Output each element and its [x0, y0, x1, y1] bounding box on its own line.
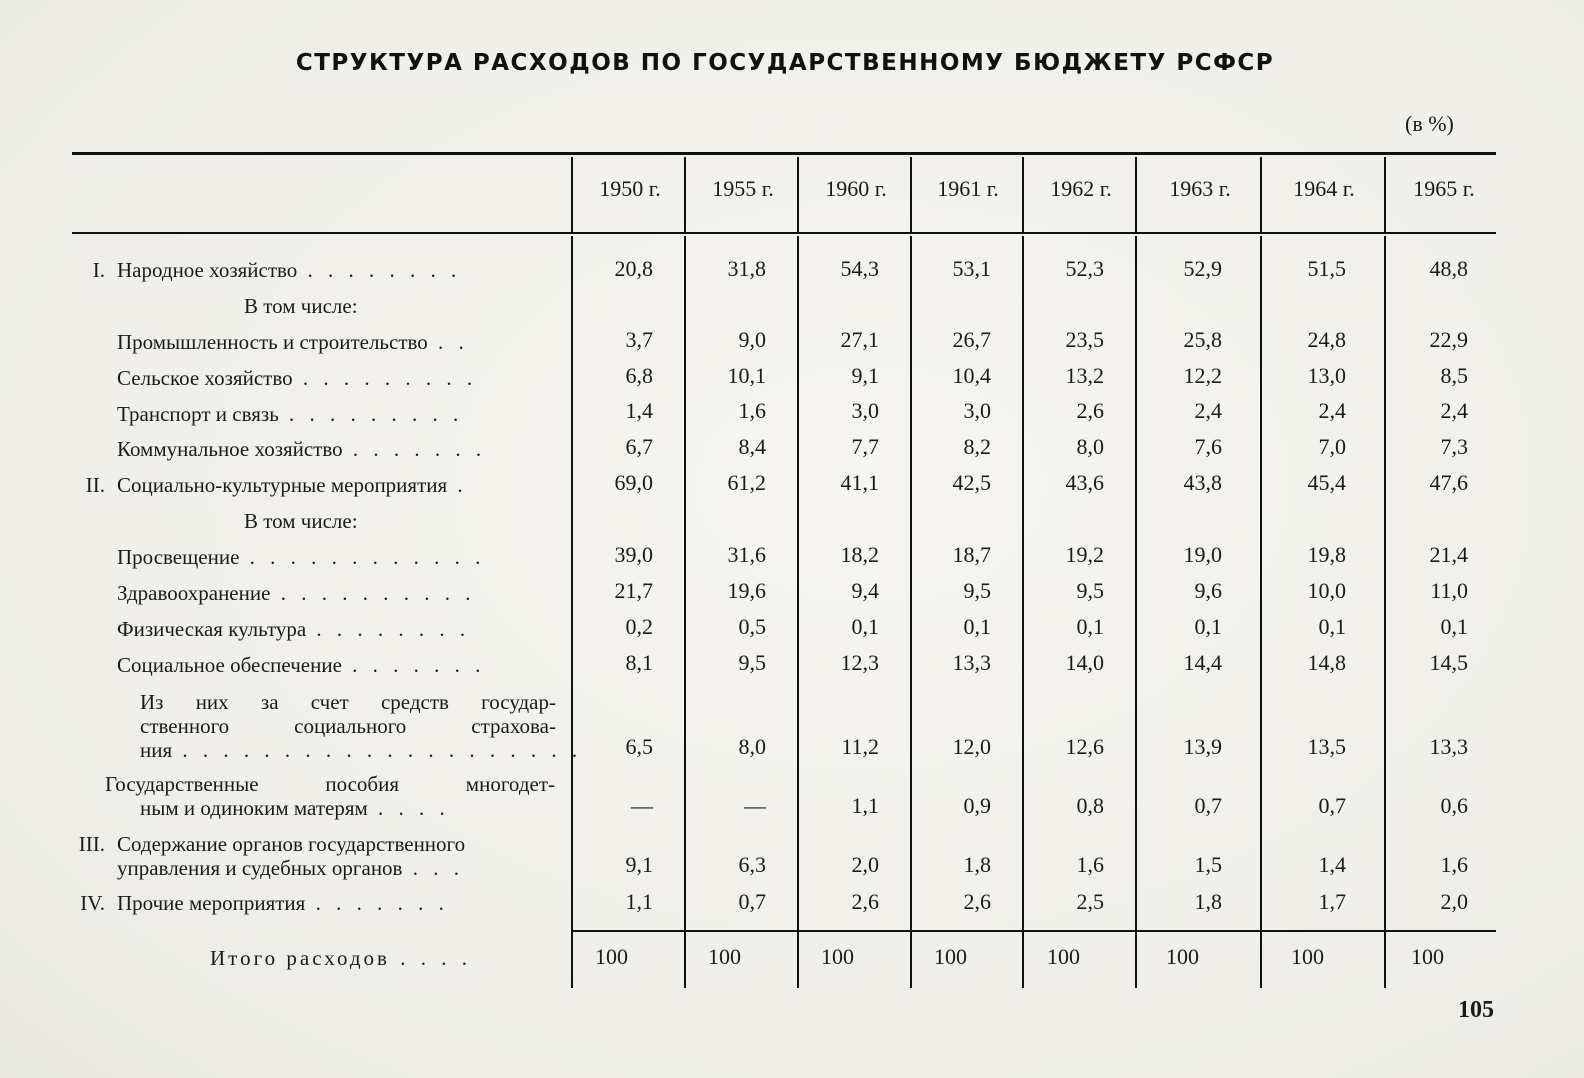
table-cell: 8,0: [738, 734, 766, 759]
table-cell: 53,1: [952, 256, 991, 281]
column-divider: [571, 157, 573, 232]
leader-dots: . . . . . . .: [342, 437, 487, 461]
row-label: [117, 402, 463, 426]
table-cell: 1,8: [1194, 889, 1222, 914]
year-header: 1964 г.: [1293, 176, 1355, 201]
row-label: [117, 581, 475, 605]
table-cell: 0,5: [738, 614, 766, 639]
table-cell: 9,4: [851, 578, 879, 603]
row-label: [140, 738, 582, 762]
column-divider: [1260, 157, 1262, 232]
table-cell: 43,8: [1183, 470, 1222, 495]
table-cell: 0,1: [963, 614, 991, 639]
table-cell: 13,0: [1307, 363, 1346, 388]
table-cell: 8,1: [625, 650, 653, 675]
table-cell: 13,2: [1065, 363, 1104, 388]
table-cell: 9,1: [851, 363, 879, 388]
table-cell: 1,7: [1318, 889, 1346, 914]
section-number: III.: [78, 832, 105, 856]
table-cell: 0,7: [738, 889, 766, 914]
row-label: [117, 653, 485, 677]
table-cell: 6,8: [625, 363, 653, 388]
table-cell: 10,4: [952, 363, 991, 388]
table-cell: 3,0: [851, 398, 879, 423]
table-cell: 11,2: [841, 734, 879, 759]
leader-dots: . .: [427, 330, 469, 354]
leader-dots: . . . . . . . .: [306, 617, 471, 641]
table-cell: 6,3: [738, 852, 766, 877]
table-cell: 0,1: [851, 614, 879, 639]
table-cell: 1,6: [738, 398, 766, 423]
row-label: [117, 617, 470, 641]
table-cell: 0,1: [1076, 614, 1104, 639]
year-header: 1960 г.: [825, 176, 887, 201]
leader-dots: . . . .: [367, 796, 450, 820]
total-cell: 100: [821, 944, 854, 969]
table-cell: 26,7: [952, 327, 991, 352]
table-cell: 3,0: [963, 398, 991, 423]
table-cell: 1,1: [625, 889, 653, 914]
table-cell: 1,4: [1318, 852, 1346, 877]
top-rule: [72, 152, 1496, 155]
table-cell: 0,2: [625, 614, 653, 639]
row-label-text: Здравоохранение: [117, 581, 271, 605]
row-label-text: ным и одиноким матерям: [140, 796, 368, 820]
table-cell: 2,6: [963, 889, 991, 914]
leader-dots: . . . . . . . .: [297, 258, 462, 282]
leader-dots: .: [447, 473, 468, 497]
total-cell: 100: [708, 944, 741, 969]
table-cell: 0,1: [1440, 614, 1468, 639]
table-cell: 14,5: [1429, 650, 1468, 675]
table-cell: 0,1: [1318, 614, 1346, 639]
table-cell: 10,0: [1307, 578, 1346, 603]
table-cell: 12,3: [840, 650, 879, 675]
row-label-text: Социальное обеспечение: [117, 653, 342, 677]
total-cell: 100: [595, 944, 628, 969]
table-cell: 19,6: [727, 578, 766, 603]
table-cell: 24,8: [1307, 327, 1346, 352]
total-cell: 100: [1291, 944, 1324, 969]
table-cell: 3,7: [625, 327, 653, 352]
table-cell: 31,6: [727, 542, 766, 567]
table-cell: 8,4: [738, 434, 766, 459]
leader-dots: . . . . . . .: [341, 653, 486, 677]
table-cell: 13,3: [1429, 734, 1468, 759]
table-cell: 1,1: [851, 793, 879, 818]
table-cell: 8,0: [1076, 434, 1104, 459]
table-cell: 21,7: [614, 578, 653, 603]
table-cell: 14,4: [1183, 650, 1222, 675]
row-label-text: Социально-культурные мероприятия: [117, 473, 448, 497]
table-cell: 9,5: [1076, 578, 1104, 603]
row-label: [117, 856, 464, 880]
row-label: [117, 437, 486, 461]
table-cell: 9,6: [1194, 578, 1222, 603]
table-cell: 18,2: [840, 542, 879, 567]
table-cell: 43,6: [1065, 470, 1104, 495]
table-cell: 7,6: [1194, 434, 1222, 459]
row-label: [117, 366, 477, 390]
row-label-text: Физическая культура: [117, 617, 307, 641]
leader-dots: . . . . . . . . . . . .: [239, 545, 486, 569]
table-cell: 7,3: [1440, 434, 1468, 459]
table-cell: —: [631, 793, 653, 818]
column-divider: [797, 157, 799, 232]
table-cell: 12,6: [1065, 734, 1104, 759]
table-cell: 13,9: [1183, 734, 1222, 759]
table-cell: 8,2: [963, 434, 991, 459]
table-cell: 2,0: [1440, 889, 1468, 914]
table-cell: 12,2: [1183, 363, 1222, 388]
table-cell: 9,1: [625, 852, 653, 877]
table-cell: —: [744, 793, 766, 818]
table-cell: 14,8: [1307, 650, 1346, 675]
subheading: В том числе:: [244, 294, 358, 318]
table-cell: 2,6: [1076, 398, 1104, 423]
total-cell: 100: [1047, 944, 1080, 969]
total-rule: [572, 930, 1496, 932]
table-cell: 6,5: [625, 734, 653, 759]
table-cell: 42,5: [952, 470, 991, 495]
table-cell: 48,8: [1429, 256, 1468, 281]
table-cell: 51,5: [1307, 256, 1346, 281]
table-cell: 1,5: [1194, 852, 1222, 877]
column-divider: [1135, 157, 1137, 232]
table-cell: 2,4: [1318, 398, 1346, 423]
table-cell: 31,8: [727, 256, 766, 281]
row-label: [117, 330, 469, 354]
table-cell: 1,6: [1440, 852, 1468, 877]
row-label-text: Промышленность и строительство: [117, 330, 428, 354]
leader-dots: . . . . . . . . .: [292, 366, 478, 390]
table-cell: 9,5: [738, 650, 766, 675]
table-cell: 11,0: [1430, 578, 1468, 603]
table-cell: 2,0: [851, 852, 879, 877]
year-header: 1950 г.: [599, 176, 661, 201]
total-cell: 100: [1166, 944, 1199, 969]
table-cell: 19,0: [1183, 542, 1222, 567]
row-label-text: ния: [140, 738, 173, 762]
table-cell: 14,0: [1065, 650, 1104, 675]
table-cell: 12,0: [952, 734, 991, 759]
table-cell: 1,8: [963, 852, 991, 877]
table-cell: 0,7: [1318, 793, 1346, 818]
section-number: I.: [92, 258, 105, 282]
table-cell: 45,4: [1307, 470, 1346, 495]
table-cell: 20,8: [614, 256, 653, 281]
table-cell: 0,9: [963, 793, 991, 818]
table-cell: 69,0: [614, 470, 653, 495]
table-cell: 1,4: [625, 398, 653, 423]
table-cell: 18,7: [952, 542, 991, 567]
row-label: [117, 545, 485, 569]
column-divider: [1022, 157, 1024, 232]
table-cell: 47,6: [1429, 470, 1468, 495]
column-divider: [684, 157, 686, 232]
table-cell: 19,2: [1065, 542, 1104, 567]
table-cell: 2,5: [1076, 889, 1104, 914]
row-label-text: управления и судебных органов: [117, 856, 403, 880]
table-cell: 1,6: [1076, 852, 1104, 877]
section-number: IV.: [80, 891, 105, 915]
table-cell: 6,7: [625, 434, 653, 459]
row-label-text: Коммунальное хозяйство: [117, 437, 343, 461]
header-bottom-rule: [72, 232, 1496, 234]
page-number: 105: [1458, 997, 1494, 1023]
row-label-line: Из них за счет средств государ-: [140, 690, 556, 714]
section-number: II.: [85, 473, 105, 497]
table-cell: 7,0: [1318, 434, 1346, 459]
row-label-text: Прочие мероприятия: [117, 891, 306, 915]
table-cell: 10,1: [727, 363, 766, 388]
table-cell: 8,5: [1440, 363, 1468, 388]
table-cell: 27,1: [840, 327, 879, 352]
leader-dots: . . . . . . . . . .: [270, 581, 476, 605]
table-cell: 2,4: [1194, 398, 1222, 423]
table-cell: 41,1: [840, 470, 879, 495]
table-cell: 52,3: [1065, 256, 1104, 281]
table-cell: 13,3: [952, 650, 991, 675]
table-cell: 54,3: [840, 256, 879, 281]
total-label-text: Итого расходов: [210, 946, 390, 970]
column-divider: [1384, 157, 1386, 232]
table-cell: 23,5: [1065, 327, 1104, 352]
table-cell: 39,0: [614, 542, 653, 567]
total-cell: 100: [934, 944, 967, 969]
year-header: 1965 г.: [1413, 176, 1475, 201]
table-cell: 0,8: [1076, 793, 1104, 818]
table-cell: 9,5: [963, 578, 991, 603]
table-cell: 21,4: [1429, 542, 1468, 567]
table-cell: 2,6: [851, 889, 879, 914]
table-cell: 19,8: [1307, 542, 1346, 567]
table-cell: 22,9: [1429, 327, 1468, 352]
table-cell: 13,5: [1307, 734, 1346, 759]
subheading: В том числе:: [244, 509, 358, 533]
unit-label: (в %): [1405, 111, 1454, 136]
leader-dots: . . . . . . . . . . . . . . . . . . . .: [172, 738, 583, 762]
row-label-line: ственного социального страхова-: [140, 714, 556, 738]
year-header: 1963 г.: [1169, 176, 1231, 201]
table-cell: 0,6: [1440, 793, 1468, 818]
row-label-text: Транспорт и связь: [117, 402, 279, 426]
table-cell: 0,1: [1194, 614, 1222, 639]
leader-dots: . . . . . . . . .: [278, 402, 464, 426]
row-label-text: Народное хозяйство: [117, 258, 298, 282]
table-title: СТРУКТУРА РАСХОДОВ ПО ГОСУДАРСТВЕННОМУ БЮДЖЕТУ РСФСР: [295, 50, 1275, 76]
year-header: 1955 г.: [712, 176, 774, 201]
total-cell: 100: [1411, 944, 1444, 969]
table-cell: 0,7: [1194, 793, 1222, 818]
row-label-line: Содержание органов государственного: [117, 832, 466, 856]
table-cell: 52,9: [1183, 256, 1222, 281]
row-label: [117, 473, 468, 497]
table-cell: 61,2: [727, 470, 766, 495]
column-divider: [910, 157, 912, 232]
row-label: [117, 258, 461, 282]
total-label: [210, 946, 472, 970]
leader-dots: . . . .: [389, 946, 472, 970]
row-label-text: Сельское хозяйство: [117, 366, 293, 390]
table-cell: 7,7: [851, 434, 879, 459]
leader-dots: . . . . . . .: [305, 891, 449, 915]
leader-dots: . . .: [402, 856, 464, 880]
row-label: [140, 796, 450, 820]
year-header: 1962 г.: [1050, 176, 1112, 201]
year-header: 1961 г.: [937, 176, 999, 201]
row-label-text: Просвещение: [117, 545, 240, 569]
table-cell: 9,0: [738, 327, 766, 352]
row-label-line: Государственные пособия многодет-: [105, 772, 555, 796]
table-cell: 25,8: [1183, 327, 1222, 352]
row-label: [117, 891, 449, 915]
table-cell: 2,4: [1440, 398, 1468, 423]
